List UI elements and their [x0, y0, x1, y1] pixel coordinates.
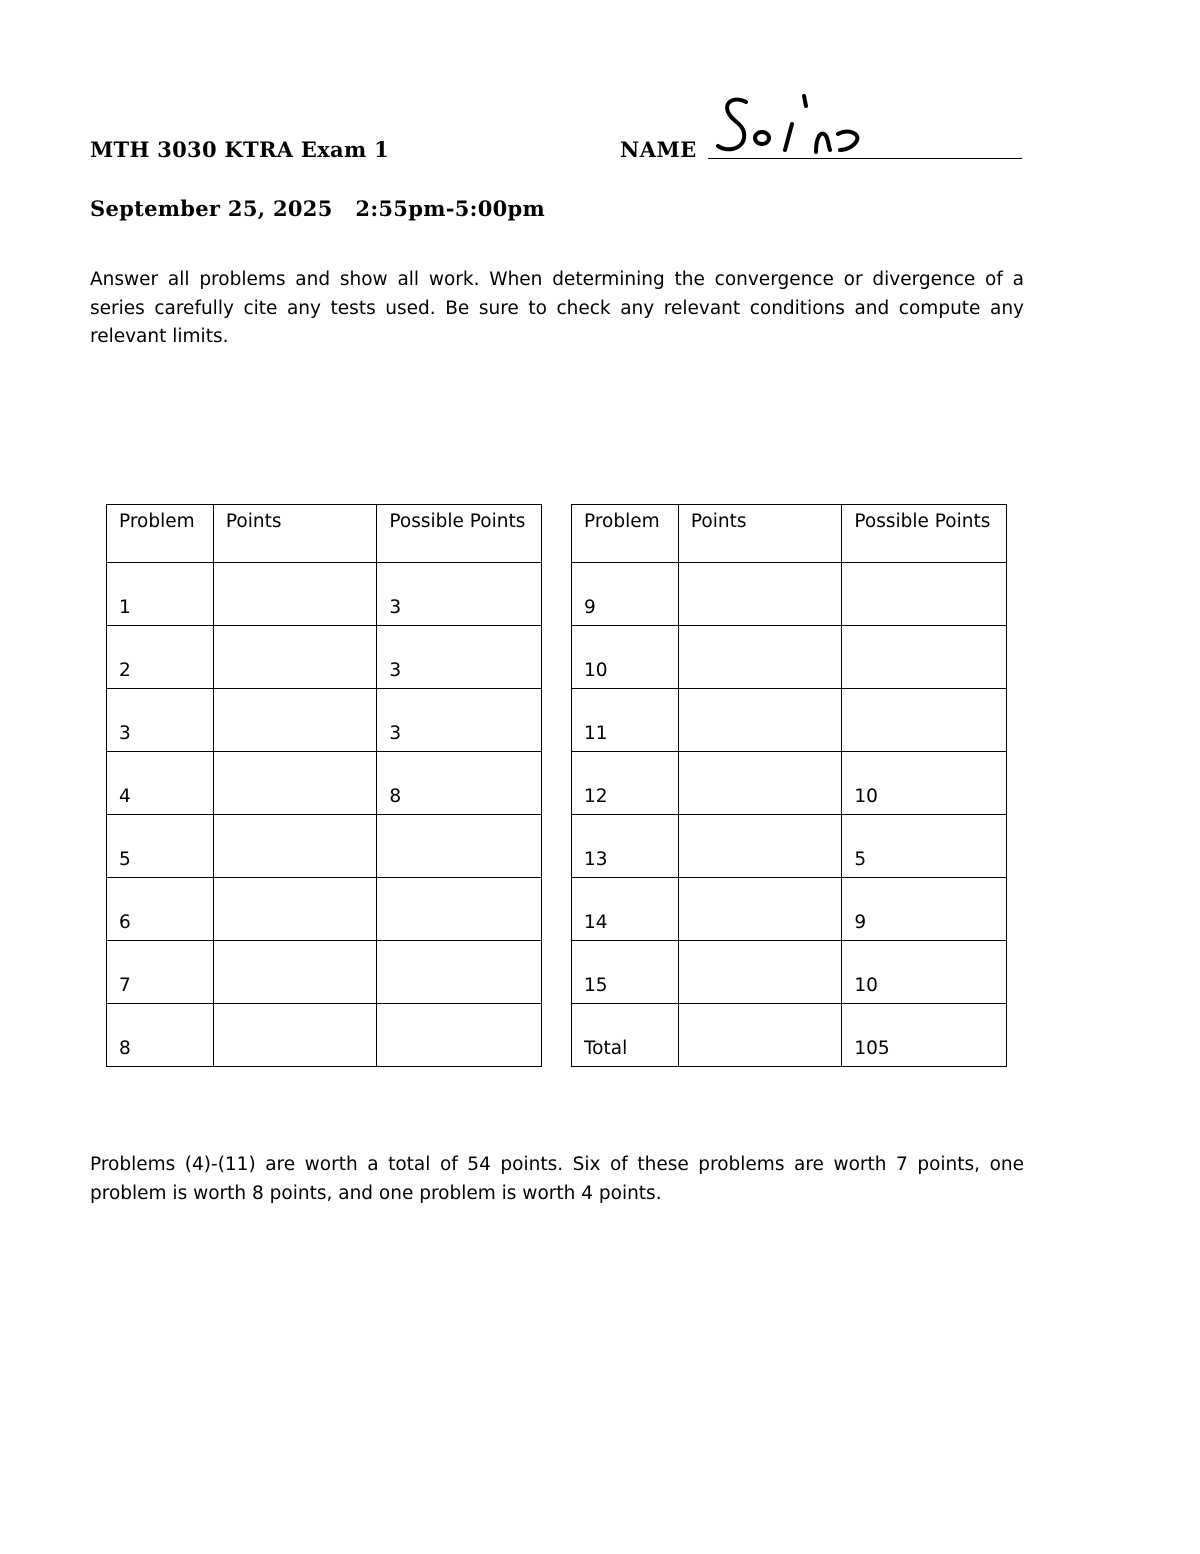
- table-row: [572, 941, 1007, 1004]
- table-row: [107, 815, 542, 878]
- table-row: [572, 815, 1007, 878]
- cell-possible: 10: [842, 941, 1007, 1004]
- cell-points: [213, 563, 377, 626]
- table-row: [107, 878, 542, 941]
- cell-possible: 3: [377, 689, 542, 752]
- cell-possible: 3: [377, 626, 542, 689]
- cell-points: [213, 752, 377, 815]
- cell-problem: 15: [572, 941, 679, 1004]
- cell-possible: [377, 941, 542, 1004]
- cell-possible: [377, 1004, 542, 1067]
- cell-possible: 10: [842, 752, 1007, 815]
- cell-problem: 7: [107, 941, 214, 1004]
- exam-date-time: September 25, 2025 2:55pm-5:00pm: [90, 196, 546, 221]
- cell-possible: [377, 878, 542, 941]
- cell-possible: [842, 563, 1007, 626]
- cell-points: [678, 563, 842, 626]
- table-row: [572, 878, 1007, 941]
- table-row: [572, 689, 1007, 752]
- cell-points: [678, 941, 842, 1004]
- cell-possible: 9: [842, 878, 1007, 941]
- header-points: Points: [213, 505, 377, 563]
- header-possible-points: Possible Points: [842, 505, 1007, 563]
- header-possible-points: Possible Points: [377, 505, 542, 563]
- table-row-total: [572, 1004, 1007, 1067]
- table-row: [572, 626, 1007, 689]
- cell-problem: 2: [107, 626, 214, 689]
- cell-problem: 8: [107, 1004, 214, 1067]
- table-header-row: [572, 505, 1007, 563]
- cell-problem: Total: [572, 1004, 679, 1067]
- cell-problem: 14: [572, 878, 679, 941]
- cell-points: [678, 752, 842, 815]
- signature-text: Sol'ns: [712, 88, 716, 89]
- cell-problem: 13: [572, 815, 679, 878]
- header-points: Points: [678, 505, 842, 563]
- course-title: MTH 3030 KTRA Exam 1: [90, 137, 389, 162]
- cell-possible: [377, 815, 542, 878]
- cell-points: [213, 689, 377, 752]
- table-row: [572, 752, 1007, 815]
- points-note: Problems (4)-(11) are worth a total of 54 points. Six of these problems are worth 7 points, one problem is worth 8 points, and one problem is worth 4 points.: [90, 1154, 1024, 1204]
- cell-points: [678, 815, 842, 878]
- cell-problem: 12: [572, 752, 679, 815]
- table-row: [107, 1004, 542, 1067]
- table-row: [107, 752, 542, 815]
- cell-problem: 5: [107, 815, 214, 878]
- cell-points: [213, 626, 377, 689]
- handwritten-name-signature: [712, 88, 882, 160]
- score-table-right: [571, 504, 1007, 1067]
- table-row: [572, 563, 1007, 626]
- cell-points: [678, 626, 842, 689]
- cell-problem: 1: [107, 563, 214, 626]
- table-header-row: [107, 505, 542, 563]
- instructions-text: Answer all problems and show all work. When determining the convergence or divergence of a series carefully cite any tests used. Be sure to check any relevant conditions and compute any relevant limits.: [90, 269, 1024, 347]
- cell-possible: 3: [377, 563, 542, 626]
- cell-problem: 4: [107, 752, 214, 815]
- cell-problem: 10: [572, 626, 679, 689]
- cell-problem: 11: [572, 689, 679, 752]
- table-row: [107, 626, 542, 689]
- header-problem: Problem: [572, 505, 679, 563]
- cell-points: [678, 1004, 842, 1067]
- cell-problem: 9: [572, 563, 679, 626]
- cell-possible: 5: [842, 815, 1007, 878]
- cell-points: [213, 815, 377, 878]
- cell-possible: [842, 626, 1007, 689]
- cell-problem: 3: [107, 689, 214, 752]
- cell-points: [678, 878, 842, 941]
- name-label: NAME: [620, 137, 697, 162]
- cell-possible: [842, 689, 1007, 752]
- score-table-left: [106, 504, 542, 1067]
- cell-problem: 6: [107, 878, 214, 941]
- table-row: [107, 689, 542, 752]
- header-problem: Problem: [107, 505, 214, 563]
- cell-possible: 105: [842, 1004, 1007, 1067]
- cell-points: [213, 941, 377, 1004]
- cell-points: [213, 878, 377, 941]
- cell-points: [213, 1004, 377, 1067]
- table-row: [107, 563, 542, 626]
- table-row: [107, 941, 542, 1004]
- cell-possible: 8: [377, 752, 542, 815]
- cell-points: [678, 689, 842, 752]
